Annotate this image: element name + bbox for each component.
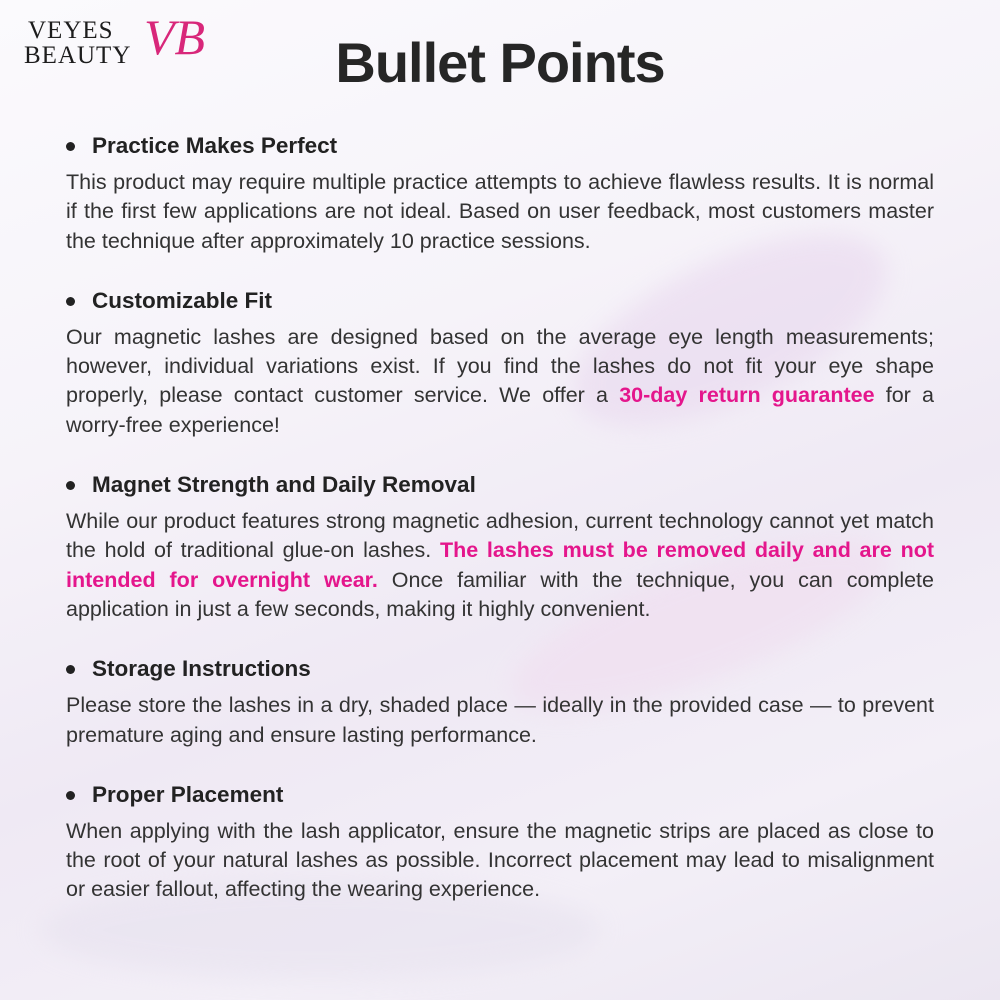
bullet-heading bbox=[66, 130, 934, 162]
brand-monogram: VB bbox=[144, 9, 206, 65]
page-title: Bullet Points bbox=[335, 31, 665, 94]
bullet-heading-text: Practice Makes Perfect bbox=[92, 133, 338, 158]
bullet-section bbox=[66, 779, 934, 905]
bullet-heading bbox=[66, 285, 934, 317]
bullet-section bbox=[66, 285, 934, 440]
bullet-dot-icon bbox=[66, 791, 75, 800]
bullet-dot-icon bbox=[66, 142, 75, 151]
bullet-list bbox=[66, 130, 934, 934]
bullet-dot-icon bbox=[66, 665, 75, 674]
paragraph-text: Our magnetic lashes are designed based on the average eye length measurements; however, individual variations exist. If you find the lashes do not fit your eye shape properly, please contact customer service. We offer a bbox=[66, 324, 934, 408]
bullet-heading-text: Proper Placement bbox=[92, 781, 284, 807]
bullet-heading bbox=[66, 469, 934, 501]
paragraph-text: Please store the lashes in a dry, shaded place — ideally in the provided case — to prevent premature aging and ensure lasting performance. bbox=[66, 693, 934, 747]
bullet-paragraph bbox=[66, 168, 934, 256]
paragraph-text: for a worry-free experience! bbox=[66, 383, 934, 437]
bullet-section bbox=[66, 130, 934, 256]
bullet-heading-text: Customizable Fit bbox=[92, 287, 273, 313]
bullet-dot-icon bbox=[66, 297, 75, 306]
highlighted-text: The lashes must be removed daily and are not intended for overnight wear. bbox=[66, 538, 935, 592]
brand-name-line1: VEYES bbox=[28, 17, 114, 44]
paragraph-text: When applying with the lash applicator, ensure the magnetic strips are placed as close to the root of your natural lashes as possible. Incorrect placement may lead to misalignment or easier fallout, affecting the wearing experience. bbox=[66, 818, 934, 902]
bullet-section bbox=[66, 469, 934, 624]
bullet-heading-text: Magnet Strength and Daily Removal bbox=[92, 472, 476, 498]
bullet-heading-text: Storage Instructions bbox=[92, 656, 311, 682]
highlighted-text: 30-day return guarantee bbox=[619, 383, 875, 408]
bullet-dot-icon bbox=[66, 481, 75, 490]
paragraph-text: This product may require multiple practice attempts to achieve flawless results. It is normal if the first few applications are not ideal. Based on user feedback, most customers master the technique after approximately 10 practice sessions. bbox=[66, 170, 934, 253]
paragraph-text: Once familiar with the technique, you can complete application in just a few seconds, making it highly convenient. bbox=[66, 567, 934, 621]
bullet-paragraph bbox=[66, 323, 934, 440]
bullet-heading bbox=[66, 653, 934, 685]
bullet-section bbox=[66, 653, 934, 750]
paragraph-text: While our product features strong magnetic adhesion, current technology cannot yet match the hold of traditional glue-on lashes. bbox=[66, 509, 934, 563]
brand-name-line2: BEAUTY bbox=[24, 42, 132, 69]
bullet-paragraph bbox=[66, 817, 934, 905]
bullet-paragraph bbox=[66, 507, 934, 624]
bullet-paragraph bbox=[66, 691, 934, 750]
bullet-heading bbox=[66, 779, 934, 811]
